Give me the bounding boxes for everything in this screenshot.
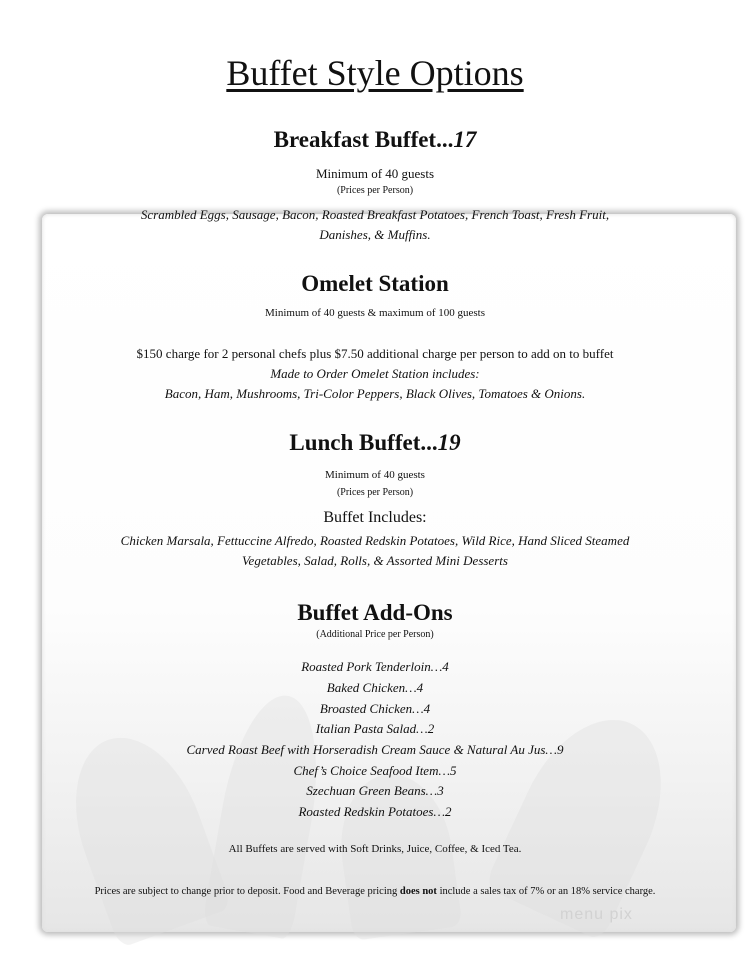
drinks-note: All Buffets are served with Soft Drinks, Juice, Coffee, & Iced Tea. [228,843,522,855]
addons-note: (Additional Price per Person) [316,629,434,640]
omelet-includes: Made to Order Omelet Station includes: [270,366,480,381]
lunch-note: (Prices per Person) [336,487,414,498]
lunch-name: Lunch Buffet... [289,430,438,455]
addon-item: Baked Chicken…4 [326,680,424,695]
addons-heading: Buffet Add-Ons [297,600,453,625]
watermark: menu pix [560,906,633,923]
lunch-items-1: Chicken Marsala, Fettuccine Alfredo, Roasted Redskin Potatoes, Wild Rice, Hand Sliced Steamed [120,533,630,548]
lunch-includes: Buffet Includes: [323,509,427,526]
breakfast-name: Breakfast Buffet... [273,127,454,152]
lunch-items-2: Vegetables, Salad, Rolls, & Assorted Mini Desserts [242,553,508,568]
omelet-minimum: Minimum of 40 guests & maximum of 100 guests [265,307,485,319]
disclaimer-emphasis: does not [399,886,437,897]
lunch-minimum: Minimum of 40 guests [325,469,425,481]
omelet-heading: Omelet Station [301,271,449,296]
addon-item: Italian Pasta Salad…2 [315,721,435,736]
disclaimer-part-1: Prices are subject to change prior to deposit. Food and Beverage pricing [94,886,400,897]
omelet-charge: $150 charge for 2 personal chefs plus $7.50 additional charge per person to add on to buffet [136,346,614,361]
breakfast-items-2: Danishes, & Muffins. [319,227,431,242]
breakfast-minimum: Minimum of 40 guests [315,166,435,181]
disclaimer-part-2: include a sales tax of 7% or an 18% service charge. [436,886,656,897]
addon-item: Roasted Pork Tenderloin…4 [301,659,449,674]
lunch-heading [0,430,750,456]
breakfast-price: 17 [453,127,477,152]
lunch-price: 19 [437,430,461,455]
omelet-items: Bacon, Ham, Mushrooms, Tri-Color Peppers, Black Olives, Tomatoes & Onions. [164,386,586,401]
pricing-disclaimer [0,885,750,898]
breakfast-items-1: Scrambled Eggs, Sausage, Bacon, Roasted Breakfast Potatoes, French Toast, Fresh Fruit, [140,207,610,222]
breakfast-note: (Prices per Person) [336,185,414,196]
menu-frame [42,214,736,932]
addon-item: Carved Roast Beef with Horseradish Cream Sauce & Natural Au Jus…9 [186,742,564,757]
addon-item: Broasted Chicken…4 [319,701,431,716]
page-title: Buffet Style Options [226,53,524,93]
breakfast-heading [0,127,750,153]
addon-item: Chef’s Choice Seafood Item…5 [293,763,457,778]
addon-item: Szechuan Green Beans…3 [306,783,444,798]
addon-item: Roasted Redskin Potatoes…2 [298,804,452,819]
